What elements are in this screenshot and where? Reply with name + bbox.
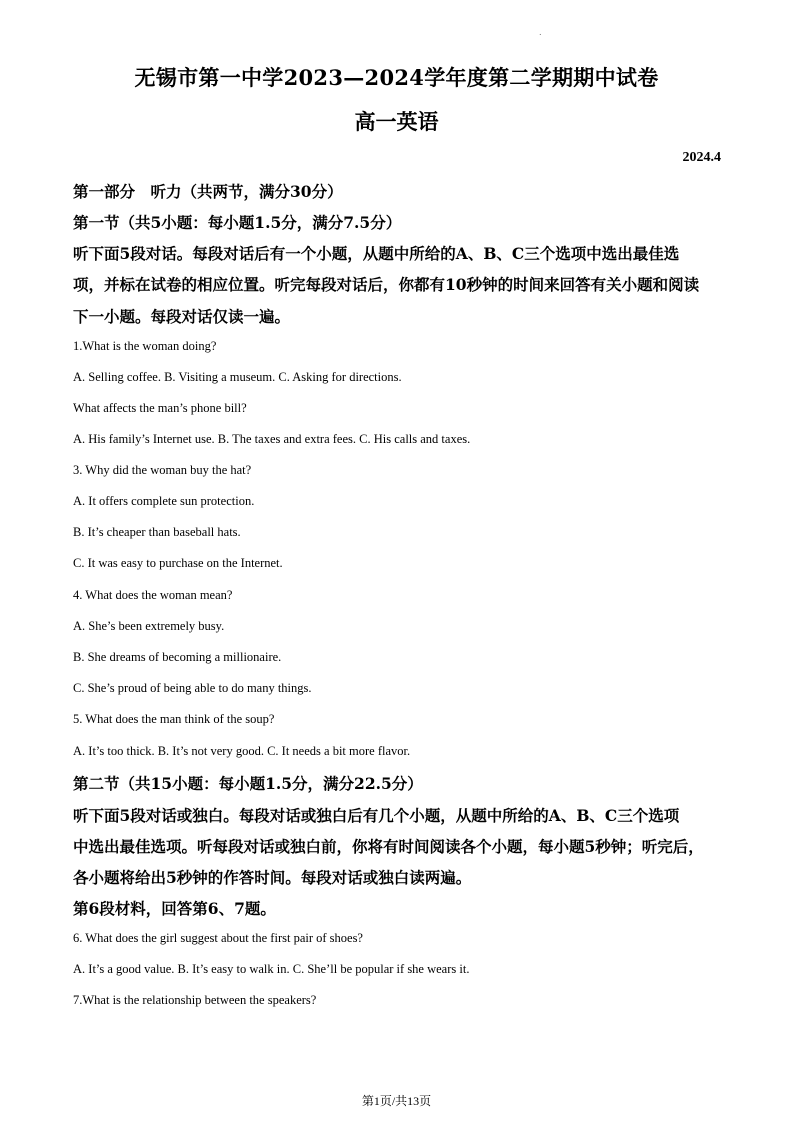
instruction-line: 下一小题。每段对话仅读一遍。: [73, 307, 291, 326]
instruction-line: 中选出最佳选项。听每段对话或独白前，你将有时间阅读各个小题，每小题5秒钟；听完后，: [73, 837, 704, 856]
question-text: 1.What is the woman doing?: [73, 339, 217, 353]
instruction-line: 各小题将给出5秒钟的作答时间。每段对话或独白读两遍。: [73, 868, 472, 887]
question-options: A. His family’s Internet use. B. The taxes and extra fees. C. His calls and taxes.: [73, 432, 471, 446]
question-option: B. It’s cheaper than baseball hats.: [73, 525, 241, 539]
section-heading: 第二节（共15小题：每小题1.5分，满分22.5分）: [73, 774, 423, 793]
exam-subject: 高一英语: [354, 109, 439, 134]
question-text: 7.What is the relationship between the speakers?: [73, 993, 317, 1007]
question-text: 4. What does the woman mean?: [73, 588, 233, 602]
question-text: 5. What does the man think of the soup?: [73, 712, 275, 726]
question-option: A. She’s been extremely busy.: [73, 619, 225, 633]
question-option: C. It was easy to purchase on the Internet.: [73, 556, 283, 570]
question-text: What affects the man’s phone bill?: [73, 401, 247, 415]
page-number: 第1页/共13页: [361, 1094, 432, 1108]
question-option: A. It offers complete sun protection.: [73, 494, 255, 508]
instruction-line: 项，并标在试卷的相应位置。听完每段对话后，你都有10秒钟的时间来回答有关小题和阅读: [73, 275, 700, 294]
instruction-line: 听下面5段对话或独白。每段对话或独白后有几个小题，从题中所给的A、B、C三个选项: [73, 806, 680, 825]
instruction-line: 听下面5段对话。每段对话后有一个小题，从题中所给的A、B、C三个选项中选出最佳选: [73, 244, 680, 263]
part-heading: 第一部分 听力（共两节，满分30分）: [73, 182, 343, 201]
question-option: C. She’s proud of being able to do many things.: [73, 681, 312, 695]
question-text: 3. Why did the woman buy the hat?: [73, 463, 252, 477]
question-option: B. She dreams of becoming a millionaire.: [73, 650, 282, 664]
material-heading: 第6段材料，回答第6、7题。: [73, 899, 276, 918]
exam-title: 无锡市第一中学2023—2024学年度第二学期期中试卷: [134, 65, 659, 90]
question-text: 6. What does the girl suggest about the first pair of shoes?: [73, 931, 363, 945]
question-options: A. It’s too thick. B. It’s not very good. C. It needs a bit more flavor.: [73, 744, 411, 758]
section-heading: 第一节（共5小题：每小题1.5分，满分7.5分）: [73, 213, 402, 232]
scan-mark: .: [539, 28, 542, 37]
question-options: A. It’s a good value. B. It’s easy to walk in. C. She’ll be popular if she wears it.: [73, 962, 470, 976]
exam-date: 2024.4: [682, 150, 721, 165]
question-options: A. Selling coffee. B. Visiting a museum. C. Asking for directions.: [73, 370, 402, 384]
